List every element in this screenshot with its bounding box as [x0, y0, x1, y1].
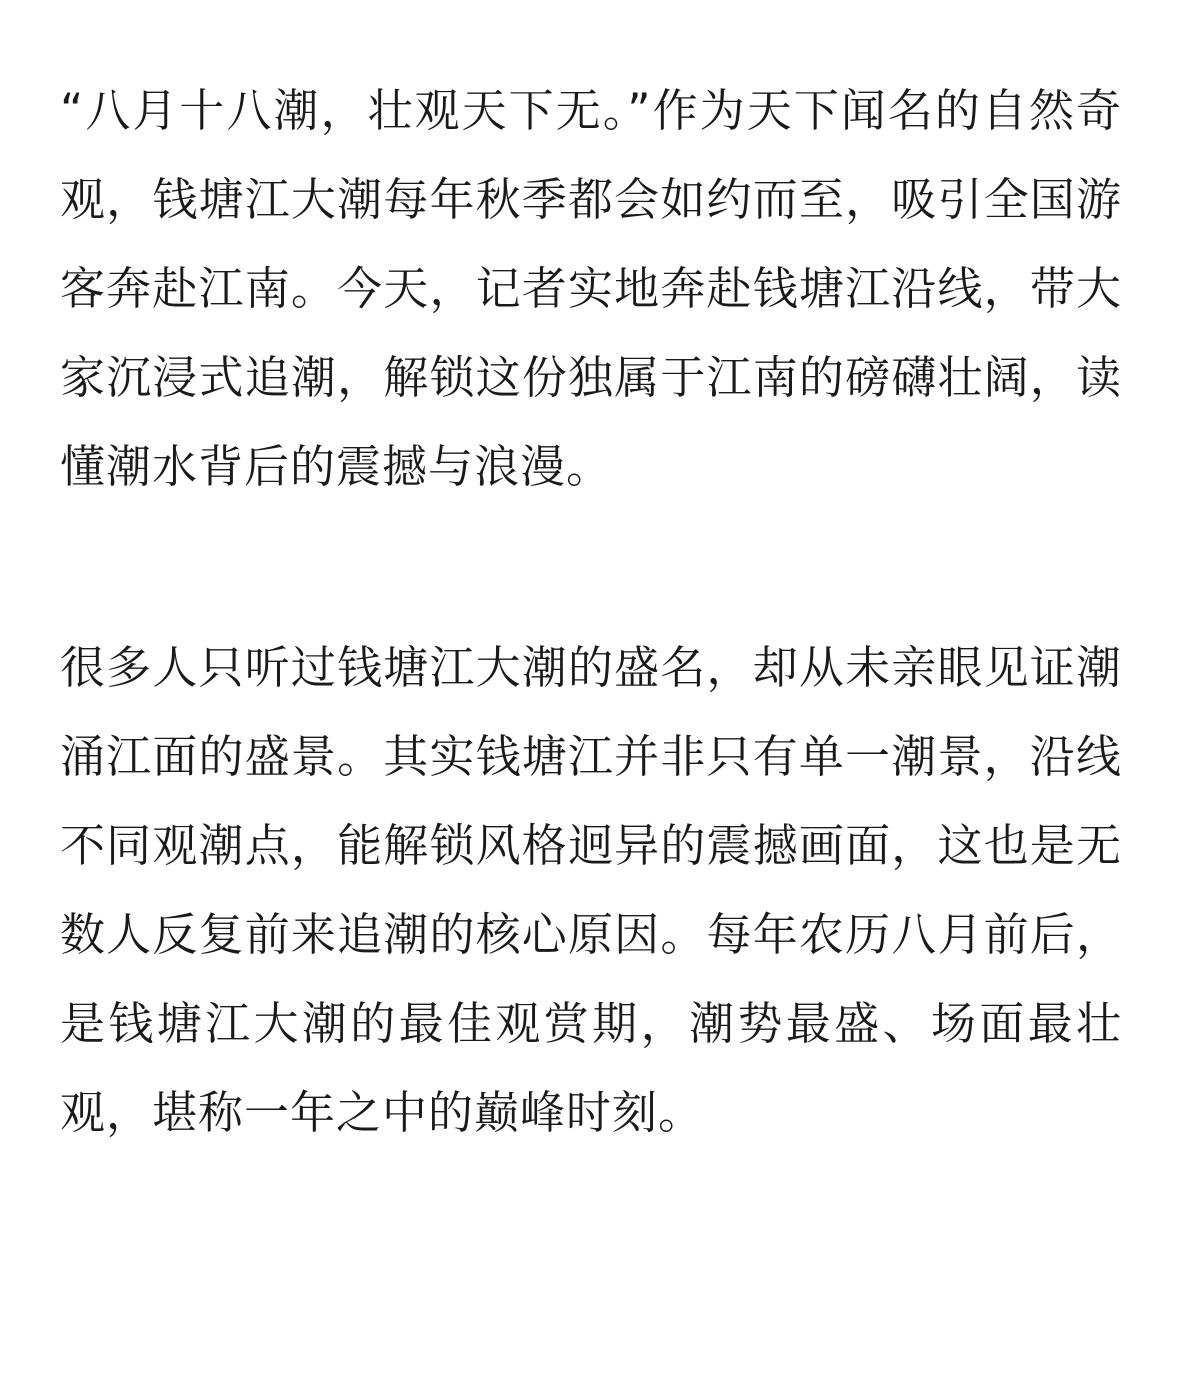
- article-paragraph-1: “八月十八潮，壮观天下无。”作为天下闻名的自然奇观，钱塘江大潮每年秋季都会如约而至，吸引全国游客奔赴江南。今天，记者实地奔赴钱塘江沿线，带大家沉浸式追潮，解锁这份独属于江南的磅礴壮阔，读懂潮水背后的震撼与浪漫。: [60, 84, 1122, 493]
- article-body: [60, 66, 1122, 1157]
- article-paragraph-2: 很多人只听过钱塘江大潮的盛名，却从未亲眼见证潮涌江面的盛景。其实钱塘江并非只有单一潮景，沿线不同观潮点，能解锁风格迥异的震撼画面，这也是无数人反复前来追潮的核心原因。每年农历八月前后，是钱塘江大潮的最佳观赏期，潮势最盛、场面最壮观，堪称一年之中的巅峰时刻。: [60, 641, 1122, 1139]
- paragraph-spacer: [60, 511, 1122, 623]
